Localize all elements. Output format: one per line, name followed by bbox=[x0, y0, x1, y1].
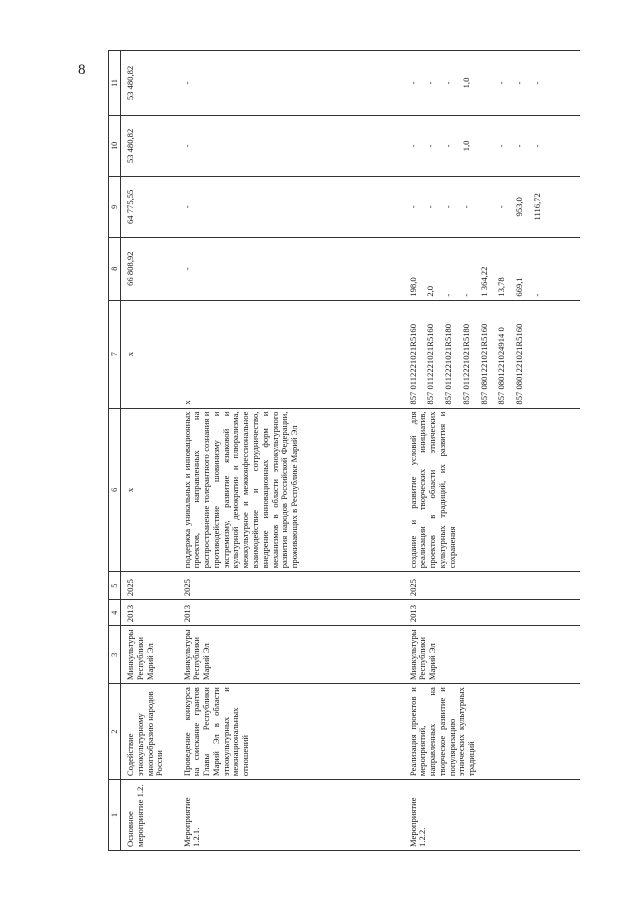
amount-col8: 13,78 bbox=[496, 277, 507, 297]
row-title: Проведение конкурса на соискание грантов Главы Республики Марий Эл в области этнокультурных и межнациональных отношений bbox=[178, 684, 404, 780]
col-header-4: 4 bbox=[109, 600, 121, 626]
amount-col8: 198,0 bbox=[407, 277, 418, 297]
row-end-year: 2025 bbox=[121, 572, 178, 600]
amount-col11 bbox=[480, 54, 490, 112]
row-executor: Минкультуры Республики Марий Эл bbox=[404, 626, 580, 684]
amount-col9: 64 775,55 bbox=[125, 189, 135, 225]
row-col10 bbox=[178, 115, 404, 176]
amount-col8: - bbox=[181, 267, 192, 271]
amount-col11: - bbox=[496, 81, 507, 85]
amount-col10: - bbox=[496, 144, 507, 148]
amount-col9: - bbox=[496, 205, 507, 209]
amount-col11: - bbox=[425, 81, 436, 85]
amount-col8: 1 364,22 bbox=[478, 266, 489, 297]
budget-code: 857 0801221024914 0 bbox=[496, 327, 507, 405]
row-budget-codes bbox=[121, 300, 178, 408]
row-title: Содействие этнокультурному многообразию народов России bbox=[121, 684, 178, 780]
row-col9 bbox=[178, 176, 404, 237]
amount-col10: - bbox=[407, 144, 418, 148]
budget-code: 857 0112221021R5160 bbox=[407, 323, 418, 405]
row-start-year: 2013 bbox=[178, 600, 404, 626]
row-result: создание и развитие условий для реализации творческих инициатив, проектов в области этнических культурных традиций, их развития и сохранения bbox=[404, 408, 580, 572]
amount-col10: - bbox=[443, 144, 454, 148]
amount-col10 bbox=[480, 119, 490, 173]
budget-code: x bbox=[181, 400, 192, 405]
budget-code: 857 0801221021R5160 bbox=[514, 323, 525, 405]
amount-col8: - bbox=[532, 293, 543, 297]
row-start-year: 2013 bbox=[121, 600, 178, 626]
amount-col11: 1,0 bbox=[460, 77, 471, 89]
budget-code: 857 0112221021R5160 bbox=[425, 323, 436, 405]
amount-col9: - bbox=[425, 205, 436, 209]
amount-col11: - bbox=[532, 81, 543, 85]
row-col9 bbox=[121, 176, 178, 237]
amount-col10: 1,0 bbox=[460, 140, 471, 152]
col-header-6: 6 bbox=[109, 408, 121, 572]
amount-col9: - bbox=[407, 205, 418, 209]
row-col8 bbox=[121, 237, 178, 300]
amount-col8: 66 808,92 bbox=[125, 251, 135, 286]
row-col8 bbox=[404, 237, 580, 300]
amount-col10: - bbox=[425, 144, 436, 148]
amount-col11: - bbox=[181, 81, 192, 85]
amount-col9: 953,0 bbox=[514, 197, 525, 217]
table-row bbox=[178, 51, 404, 851]
row-code: Мероприятие 1.2.2. bbox=[404, 780, 580, 851]
row-col10 bbox=[404, 115, 580, 176]
amount-col8: 2,0 bbox=[425, 285, 436, 297]
amount-col8: - bbox=[443, 293, 454, 297]
rotated-table-container bbox=[108, 50, 581, 851]
col-header-1: 1 bbox=[109, 780, 121, 851]
row-col10 bbox=[121, 115, 178, 176]
col-header-8: 8 bbox=[109, 237, 121, 300]
amount-col10: 53 480,82 bbox=[125, 128, 135, 164]
column-number-row bbox=[109, 51, 121, 851]
row-title: Реализация проектов и мероприятий, направленных на творческое развитие и популяризацию этнических культурных традиций bbox=[404, 684, 580, 780]
amount-col11: - bbox=[514, 81, 525, 85]
amount-col11: - bbox=[443, 81, 454, 85]
row-budget-codes bbox=[404, 300, 580, 408]
budget-code: 857 0112221021R5180 bbox=[460, 323, 471, 405]
budget-code: 857 0801221021R5160 bbox=[478, 323, 489, 405]
col-header-7: 7 bbox=[109, 300, 121, 408]
row-end-year: 2025 bbox=[178, 572, 404, 600]
row-code: Основное мероприятие 1.2. bbox=[121, 780, 178, 851]
amount-col9: - bbox=[460, 205, 471, 209]
col-header-2: 2 bbox=[109, 684, 121, 780]
amount-col11: 53 480,82 bbox=[125, 65, 135, 101]
budget-code: x bbox=[125, 351, 135, 357]
col-header-11: 11 bbox=[109, 51, 121, 116]
table-row bbox=[121, 51, 178, 851]
col-header-10: 10 bbox=[109, 115, 121, 176]
amount-col9 bbox=[480, 180, 490, 234]
budget-table bbox=[108, 50, 580, 851]
page-number: 8 bbox=[78, 62, 86, 78]
row-col11 bbox=[404, 51, 580, 116]
amount-col10: - bbox=[514, 144, 525, 148]
row-result: x bbox=[121, 408, 178, 572]
col-header-3: 3 bbox=[109, 626, 121, 684]
row-budget-codes bbox=[178, 300, 404, 408]
amount-col9: - bbox=[443, 205, 454, 209]
budget-code: 857 0112221021R5180 bbox=[443, 323, 454, 405]
amount-col9: 1116,72 bbox=[532, 193, 543, 221]
amount-col10: - bbox=[532, 144, 543, 148]
row-end-year: 2025 bbox=[404, 572, 580, 600]
row-col11 bbox=[121, 51, 178, 116]
amount-col8: 669,1 bbox=[514, 277, 525, 297]
row-result: поддержка уникальных и инновационных проектов, направленных на распространение толерантного сознания и противодействие шовинизму и экстремизму, развитие языковой и культурной демократии и плюрализма, межкультурное и межконфессиональное взаимодействие и сотрудничество, внедрение инновационных форм и механизмов в области этнокультурного развития народов Российской Федерации, проживающих в Республике Марий Эл bbox=[178, 408, 404, 572]
col-header-9: 9 bbox=[109, 176, 121, 237]
row-col9 bbox=[404, 176, 580, 237]
row-col11 bbox=[178, 51, 404, 116]
amount-col9: - bbox=[181, 205, 192, 209]
row-col8 bbox=[178, 237, 404, 300]
row-executor: Минкультуры Республики Марий Эл bbox=[178, 626, 404, 684]
amount-col8: - bbox=[460, 293, 471, 297]
amount-col10: - bbox=[181, 144, 192, 148]
row-executor: Минкультуры Республики Марий Эл bbox=[121, 626, 178, 684]
amount-col11: - bbox=[407, 81, 418, 85]
row-code: Мероприятие 1.2.1. bbox=[178, 780, 404, 851]
col-header-5: 5 bbox=[109, 572, 121, 600]
table-row bbox=[404, 51, 580, 851]
row-start-year: 2013 bbox=[404, 600, 580, 626]
